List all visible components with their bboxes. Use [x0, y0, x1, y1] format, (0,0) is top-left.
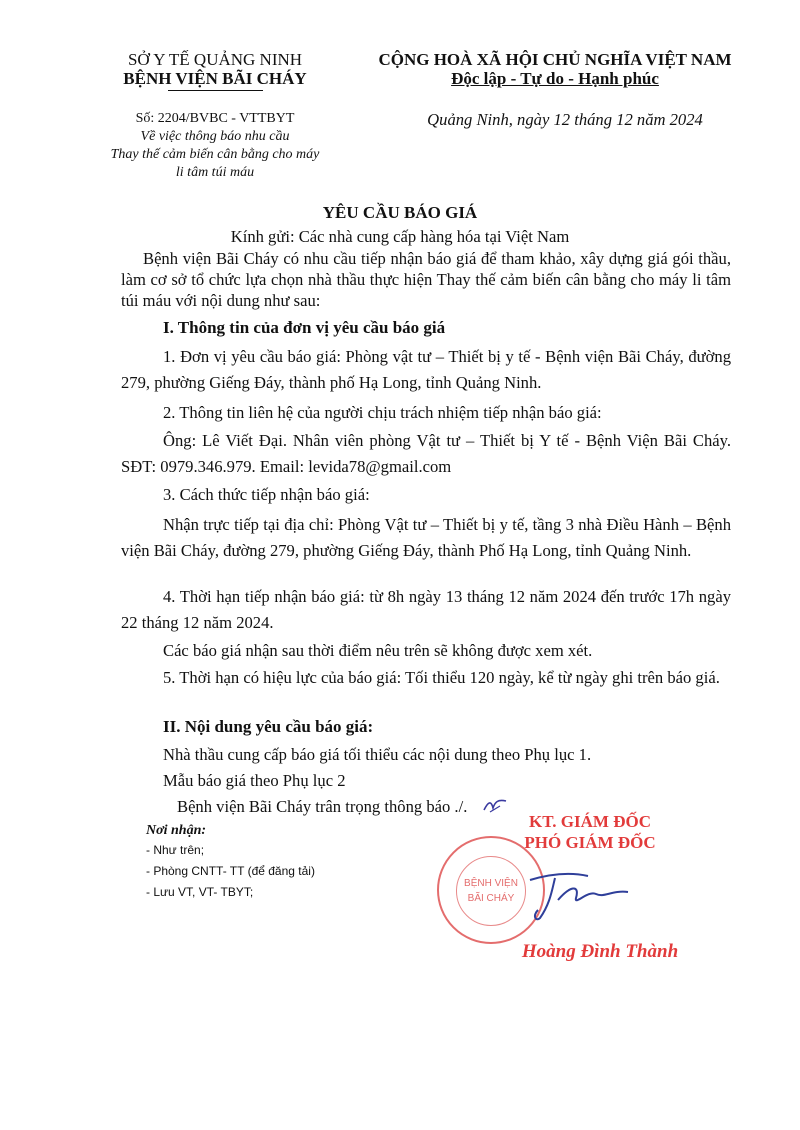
recipient-item-3: - Lưu VT, VT- TBYT; — [146, 885, 254, 899]
section-1-item-5: 5. Thời hạn có hiệu lực của báo giá: Tối thiểu 120 ngày, kể từ ngày ghi trên báo giá. — [163, 668, 720, 687]
section-1-address: Nhận trực tiếp tại địa chỉ: Phòng Vật tư – Thiết bị y tế, tầng 3 nhà Điều Hành – Bệnh viện Bãi Cháy, đường 279, phường Giếng Đáy, thành Phố Hạ Long, tỉnh Quảng Ninh. — [121, 515, 731, 560]
closing-line: Bệnh viện Bãi Cháy trân trọng thông báo ./. — [177, 797, 468, 816]
section-2-item-1: Nhà thầu cung cấp báo giá tối thiểu các nội dung theo Phụ lục 1. — [163, 745, 592, 764]
section-1-heading: I. Thông tin của đơn vị yêu cầu báo giá — [163, 318, 446, 337]
section-2-heading: II. Nội dung yêu cầu báo giá: — [163, 717, 374, 736]
hospital-name-text: BỆNH VIỆN BÃI CHÁY — [123, 69, 307, 88]
header-left-underline — [168, 90, 263, 91]
subject-line-3: li tâm túi máu — [175, 165, 255, 180]
subject-line-1: Về việc thông báo nhu cầu — [140, 129, 290, 144]
section-1-note: Các báo giá nhận sau thời điểm nêu trên sẽ không được xem xét. — [163, 641, 593, 660]
section-1-item-4: 4. Thời hạn tiếp nhận báo giá: từ 8h ngày 13 tháng 12 năm 2024 đến trước 17h ngày 22 tháng 12 năm 2024. — [121, 587, 731, 632]
section-2-item-2: Mẫu báo giá theo Phụ lục 2 — [163, 771, 346, 790]
stamp-label-2: BÃI CHÁY — [467, 893, 515, 904]
section-1-item-1: 1. Đơn vị yêu cầu báo giá: Phòng vật tư – Thiết bị y tế - Bệnh viện Bãi Cháy, đường 279, phường Giếng Đáy, thành phố Hạ Long, tỉnh Quảng Ninh. — [121, 347, 731, 392]
intro-paragraph: Bệnh viện Bãi Cháy có nhu cầu tiếp nhận báo giá để tham khảo, xây dựng giá gói thầu, làm cơ sở tổ chức lựa chọn nhà thầu thực hiện Thay thế cảm biến cân bằng cho máy li tâm túi máu với nội dung như sau: — [121, 249, 731, 310]
recipient-item-1: - Như trên; — [146, 843, 205, 857]
document-title: YÊU CẦU BÁO GIÁ — [322, 203, 478, 222]
document-number: Số: 2204/BVBC - VTTBYT — [135, 111, 295, 126]
agency-name: SỞ Y TẾ QUẢNG NINH — [127, 50, 303, 69]
handwritten-signature-icon — [510, 860, 640, 930]
section-1-item-3: 3. Cách thức tiếp nhận báo giá: — [163, 485, 370, 504]
recipients-heading: Nơi nhận: — [146, 823, 207, 838]
document-date: Quảng Ninh, ngày 12 tháng 12 năm 2024 — [427, 110, 703, 129]
national-title: CỘNG HOÀ XÃ HỘI CHỦ NGHĨA VIỆT NAM — [378, 50, 732, 69]
section-1-item-2: 2. Thông tin liên hệ của người chịu trách nhiệm tiếp nhận báo giá: — [163, 403, 602, 422]
subject-line-2: Thay thế cảm biến cân bằng cho máy — [110, 147, 320, 162]
national-motto: Độc lập - Tự do - Hạnh phúc — [451, 69, 659, 88]
stamp-label-1: BỆNH VIỆN — [464, 878, 518, 889]
signature-role: PHÓ GIÁM ĐỐC — [524, 833, 656, 852]
section-1-contact: Ông: Lê Viết Đại. Nhân viên phòng Vật tư – Thiết bị Y tế - Bệnh Viện Bãi Cháy. SĐT: 0979.346.979. Email: levida78@gmail.com — [121, 431, 731, 476]
signer-name: Hoàng Đình Thành — [521, 941, 679, 962]
recipient-line: Kính gửi: Các nhà cung cấp hàng hóa tại Việt Nam — [230, 227, 570, 246]
signature-kt-line: KT. GIÁM ĐỐC — [529, 812, 651, 831]
recipient-item-2: - Phòng CNTT- TT (để đăng tải) — [146, 864, 315, 878]
hospital-name — [90, 69, 340, 89]
